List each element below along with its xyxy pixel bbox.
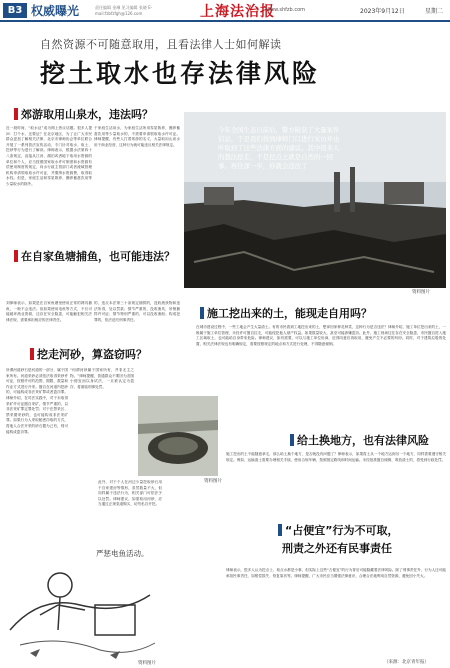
headline-kicker: 自然资源不可随意取用，且看法律人士如何解读 [40, 38, 282, 51]
body-column-1b: 于家庭生活用水，为家庭生活所用零星散养、圈养畜禽饮用等少量取水的，不需要申请领取取水许可证。律师提醒，有些人打着郊游的名义，大量取用山泉水用于商业经营，这种行为就可能违反相关法律规定。 [94, 126, 180, 147]
editor-info: 责任编辑 金琳 见习编辑 张晓 E-mail:fzbfzfgh@126.com [95, 5, 153, 16]
body-column-6: 律师表示，很多人认为挖点土、取点水都是小事，但实际上这些“占便宜”的行为背后可能隐藏着法律风险。除了刑事责任外，行为人还可能承担民事责任，如赔偿损失、恢复原状等。律师提醒，广大市民应当增强法律意识，合理合法地利用自然资源，避免因小失大。 [226, 568, 446, 578]
section-head-petty-gain-line2: 刑责之外还有民事责任 [282, 542, 392, 555]
section-head-text: 给土换地方，也有法律风险 [297, 434, 429, 447]
issue-weekday: 星期二 [425, 8, 444, 15]
section-name: 权威曝光 [31, 4, 80, 18]
newspaper-logo: 上海法治报 [200, 4, 275, 20]
section-head-text: 郊游取用山泉水，违法吗？ [21, 108, 153, 121]
headline-title: 挖土取水也存法律风险 [40, 59, 321, 88]
section-head-fish-pond [14, 248, 175, 263]
section-head-text: 挖走河砂，算盗窃吗？ [37, 348, 147, 361]
section-head-relocate-soil [290, 432, 429, 447]
section-head-spring-water [14, 106, 153, 121]
page-number-badge: B3 [3, 3, 27, 18]
photo-credit-cartoon: 资料图片 [138, 661, 156, 666]
body-column-3a: 所谓河道砂石是河道的一部分，属于国家所有。河道采砂必须依法取得采砂许可证，按照许可的范围、期限、数量和作业方式进行开采。擅自在河道内挖砂的，可能构成非法采矿罪或者盗窃罪。律师介绍，在司法实践中，对于未取得采矿许可证擅自采矿，情节严重的，以非法采矿罪定罪处罚；对于在禁采区、禁采期采砂的，也可能构成非法采矿罪。如果行为人采取秘密窃取的方式，将他人合法开采的砂石据为己有，则可能构成盗窃罪。 [6, 368, 68, 434]
section-bar [14, 108, 18, 120]
masthead [0, 0, 450, 20]
photo-credit-pit: 资料图片 [204, 479, 222, 484]
section-bar [14, 250, 18, 262]
section-head-text: “占便宜”行为不可取， [285, 524, 399, 537]
section-head-river-sand [30, 346, 147, 361]
photo-caption: 今年全国生态日前后，警方破获了大量案件信息。于是我们找到律师门口进行采访并也听取到了这些法律方面的建议。其中很多人的想法挖走，不是挖点土就是自然的一回事。再往深一步，你就会违法了 [218, 126, 340, 170]
body-column-1a: 近一段时间，“取水证”成为网上热议话题。很多人提问：打个水，还要证？在北京地区，为了让广大市民群众更加了解相关法律，北京市律师协会等单位联合开展了一系列普法宣传活动，专门针对取水、取土、挖砂等行为进行了解读。律师表示，根据水法第四十八条规定，直接从江河、湖泊或者地下取用水资源的单位和个人，应当按照国家取水许可制度和水资源有偿使用制度的规定，向水行政主管部门或者流域管理机构申请领取取水许可证，并缴纳水资源费，取得取水权。但是，家庭生活和零星散养、圈养畜禽饮用等少量取水的除外。 [6, 126, 92, 186]
source-byline: （来源：北京青年报） [384, 660, 429, 665]
section-bar [290, 434, 294, 446]
issue-date: 2023年9月12日 [360, 8, 405, 15]
section-head-text: 施工挖出来的土，能现走自用吗？ [207, 307, 372, 320]
section-bar [200, 307, 204, 319]
section-bar [278, 524, 282, 536]
section-head-petty-gain-line1 [278, 522, 398, 537]
section-head-text: 在自家鱼塘捕鱼，也可能违法？ [21, 250, 175, 263]
photo-credit-top: 资料图片 [412, 290, 430, 295]
body-column-3c: 此外，对于个人在河边少量挖取砂石用于自家建房等情形，虽然数量不大，但同样属于违法行为，相关部门可依法予以处罚。律师建议，如需取用河砂，应当通过正规渠道购买，切勿私自开挖。 [98, 480, 162, 507]
body-column-2a: 刘律师表示，如果是在自家鱼塘里使用正常的网具捕鱼，一般不会违法。但如果使用电鱼等方式，不仅可能破坏渔业资源，还存在安全隐患，可能触犯相关法律法规，需要承担相应的法律责任。 [6, 301, 92, 322]
body-column-5: 施工挖出的土不能随意拿走，那么给土换个地方，是否就没有问题了？律师表示，如果将土从一个地方运到另一个地方，同样需要遵守相关规定。例如，运输渣土需要办理相关手续，使用合规车辆，按照指定路线和时间运输。未经批准擅自倾倒、堆放渣土的，将受到行政处罚。 [226, 452, 446, 462]
newspaper-domain: www.shfzb.com [266, 7, 305, 13]
cartoon-caption: 严惩电鱼活动。 [96, 549, 149, 558]
masthead-rule [0, 20, 450, 22]
section-bar [30, 348, 34, 360]
body-column-3b: “何谓河砂属于国家所有，并非无主之物。”律师提醒，普通群众不要因为贪图小便宜而以身试法，一旦被认定为盗窃，将面临刑事处罚。 [70, 368, 134, 389]
body-column-4: 在城市建设过程中，一些工地会产生大量渣土。有的市民看到工地挖出来的土，想拿回家种花种菜，这种行为是否违法？律师介绍，施工单位挖出来的土，一般属于施工单位管理，未经许可擅自拉走，可能侵犯他人财产权益。如果数量较大，甚至可能涉嫌盗窃。此外，施工现场往往存在安全隐患，市民擅自进入施工区域取土，也可能给自身带来危险。律师建议，如有需要，可以与施工单位协商，征得同意后再取用，避免产生不必要的纠纷。同时，对于建筑垃圾的处置，相关法律法规也有明确规定，需要按照规定的地点和方式进行处理，不得随意倾倒。 [196, 325, 446, 346]
section-head-excavated-soil [200, 305, 372, 320]
body-column-2b: 的，违反本法第三十条规定捕捞的，没收渔获物和违法所得，处以罚款；情节严重的，没收渔具，吊销捕捞许可证；情节特别严重的，可以没收渔船；构成犯罪的，依法追究刑事责任。 [94, 301, 180, 322]
